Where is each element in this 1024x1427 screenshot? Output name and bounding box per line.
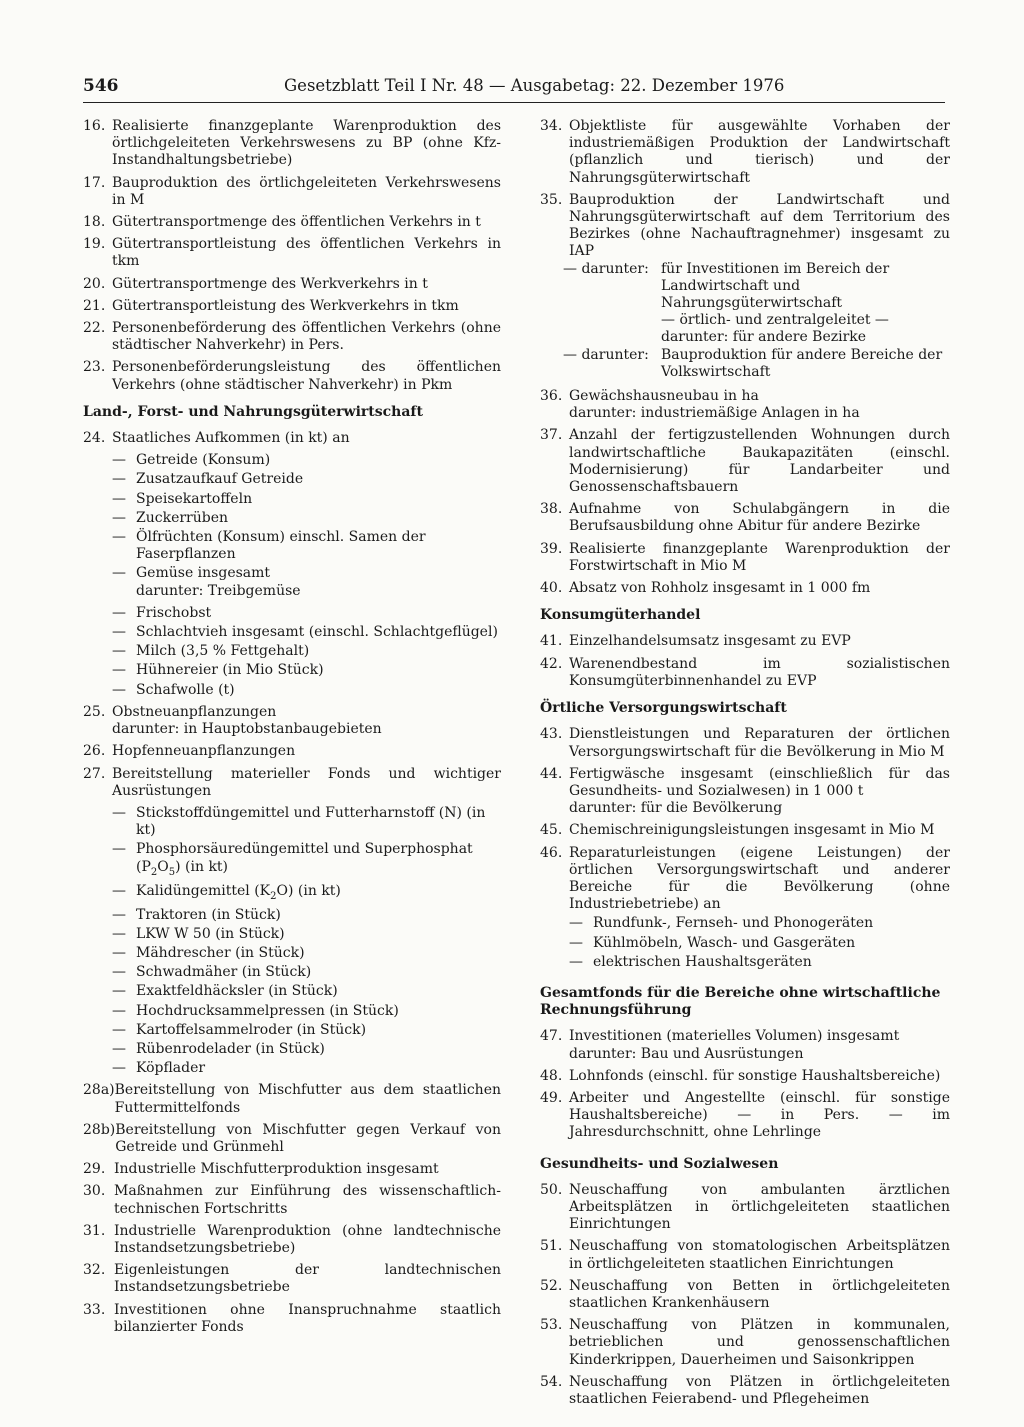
item-number: 46.: [540, 844, 563, 861]
item-text: Investitionen ohne Inanspruchnahme staatlich bilanzierter Fonds: [114, 1301, 501, 1335]
item-text: Warenendbestand im sozialistischen Konsumgüterbinnenhandel zu EVP: [569, 655, 950, 689]
darunter-line: darunter: Treibgemüse: [136, 582, 301, 599]
darunter-line: darunter: in Hauptobstanbaugebieten: [112, 721, 382, 738]
item-number: 41.: [540, 633, 563, 650]
sub-item-text: Schafwolle (t): [136, 681, 235, 698]
item-number: 52.: [540, 1277, 563, 1294]
item-number: 37.: [540, 427, 563, 444]
sub-item-text: Hochdrucksammelpressen (in Stück): [136, 1002, 399, 1019]
list-item: [83, 298, 501, 315]
text-part: O: [157, 858, 169, 875]
sub-item: [569, 935, 950, 952]
list-item: [540, 501, 950, 535]
item-text: Bereitstellung von Mischfutter aus dem staatlichen Futtermittelfonds: [114, 1082, 501, 1116]
list-item: [540, 1090, 950, 1142]
dash: —: [112, 1060, 126, 1077]
item-number: 34.: [540, 118, 563, 134]
item-text: Bauproduktion der Landwirtschaft und Nahrungsgüterwirtschaft auf dem Territorium des Bezirkes (ohne Nachauftragnehmer) insgesamt zu IAP: [569, 191, 950, 260]
list-item: [540, 1317, 950, 1369]
item-text: Personenbeförderungsleistung des öffentlichen Verkehrs (ohne städtischer Nahverkehr) in Pkm: [112, 359, 501, 393]
item-text: Neuschaffung von Plätzen in kommunalen, betrieblichen und genossenschaftlichen Kinderkrippen, Dauerheimen und Saisonkrippen: [569, 1317, 950, 1368]
item-number: 48.: [540, 1067, 563, 1084]
item-text: Neuschaffung von stomatologischen Arbeitsplätzen in örtlichgeleiteten staatlichen Einrichtungen: [569, 1238, 950, 1272]
item-number: 16.: [83, 118, 106, 134]
sub-item: [112, 945, 501, 962]
item-number: 23.: [83, 359, 106, 376]
sub-item-text: [136, 883, 501, 905]
sub-item: [112, 471, 501, 488]
list-item: [83, 1082, 501, 1116]
dash: —: [112, 983, 126, 1000]
list-item: [83, 430, 501, 447]
item-number: 20.: [83, 275, 106, 292]
sub-item: [112, 1003, 501, 1020]
sub-item-text: Ölfrüchten (Konsum) einschl. Samen der Faserpflanzen: [136, 529, 426, 563]
sub-item-text: Zusatzaufkauf Getreide: [136, 471, 304, 488]
list-item: [83, 1122, 501, 1156]
item-text: Personenbeförderung des öffentlichen Verkehrs (ohne städtischer Nahverkehr) in Pers.: [112, 320, 501, 354]
list-item: [83, 118, 501, 170]
item-number: 28a): [83, 1082, 115, 1099]
list-item: [83, 320, 501, 354]
dash: —: [112, 662, 126, 679]
item-number: 38.: [540, 501, 563, 518]
sub-item-text: Getreide (Konsum): [136, 452, 271, 469]
sub-item: [112, 926, 501, 943]
item-text: Absatz von Rohholz insgesamt in 1 000 fm: [569, 580, 871, 597]
item-number: 36.: [540, 388, 563, 405]
sub-item-text: Stickstoffdüngemittel und Futterharnstoff (N) (in kt): [136, 804, 486, 839]
sub-item-text: Schlachtvieh insgesamt (einschl. Schlachtgeflügel): [136, 624, 498, 641]
sub-item: [112, 1022, 501, 1039]
item-text: Neuschaffung von Betten in örtlichgeleiteten staatlichen Krankenhäusern: [569, 1277, 950, 1311]
item-number: 47.: [540, 1028, 563, 1045]
dash: —: [112, 964, 126, 981]
sub-item: [112, 565, 501, 582]
item-number: 29.: [83, 1161, 106, 1178]
dash: —: [112, 1040, 126, 1057]
item-text: Hopfenneuanpflanzungen: [112, 743, 296, 760]
dash: —: [112, 624, 126, 641]
sub-item-text: Kartoffelsammelroder (in Stück): [136, 1021, 367, 1038]
item-number: 43.: [540, 726, 563, 743]
subscript: 2: [150, 866, 158, 878]
dash: —: [112, 471, 126, 488]
list-item: [83, 1161, 501, 1178]
darunter-line: darunter: Bau und Ausrüstungen: [569, 1045, 804, 1062]
sub-item: [112, 643, 501, 660]
list-item: [83, 743, 501, 760]
sub-item-text: Rübenrodelader (in Stück): [136, 1040, 325, 1057]
list-item: [540, 822, 950, 839]
sub-item: [112, 907, 501, 924]
sub-item: [569, 915, 950, 932]
item-number: 49.: [540, 1089, 563, 1106]
item-number: 30.: [83, 1183, 106, 1200]
list-item: [540, 192, 950, 261]
dash: —: [112, 681, 126, 698]
list-item: [540, 1278, 950, 1312]
item-text: Dienstleistungen und Reparaturen der örtlichen Versorgungswirtschaft für die Bevölkerung in Mio M: [569, 726, 950, 760]
sub-item: [112, 1060, 501, 1077]
sub-item-text: Rundfunk-, Fernseh- und Phonogeräten: [593, 915, 874, 932]
dash: —: [569, 934, 583, 951]
list-item: [83, 1223, 501, 1257]
darunter-line: darunter: industriemäßige Anlagen in ha: [569, 405, 860, 422]
dash: —: [112, 1002, 126, 1019]
dash: —: [112, 906, 126, 923]
page-number: 546: [83, 76, 119, 96]
list-item: [540, 1182, 950, 1234]
sub-item-text: Traktoren (in Stück): [136, 906, 281, 923]
item-number: 44.: [540, 765, 563, 782]
list-item: [540, 388, 950, 405]
darunter-text: für Investitionen im Bereich der Landwirtschaft und Nahrungsgüterwirtschaft: [661, 260, 890, 312]
item-number: 39.: [540, 540, 563, 557]
sub-item-text: Speisekartoffeln: [136, 490, 253, 507]
item-text: Staatliches Aufkommen (in kt) an: [112, 430, 350, 447]
darunter-continuation: darunter: für andere Bezirke: [661, 329, 867, 346]
sub-item-text: LKW W 50 (in Stück): [136, 925, 285, 942]
item-text: Industrielle Warenproduktion (ohne landtechnische Instandsetzungsbetriebe): [114, 1222, 501, 1256]
list-item: [540, 766, 950, 800]
darunter-label: — darunter:: [563, 260, 649, 277]
item-number: 25.: [83, 703, 106, 720]
item-number: 51.: [540, 1238, 563, 1255]
dash: —: [112, 452, 126, 469]
item-text: Lohnfonds (einschl. für sonstige Haushaltsbereiche): [569, 1067, 941, 1084]
sub-item-text: Schwadmäher (in Stück): [136, 964, 312, 981]
item-number: 33.: [83, 1301, 106, 1318]
item-text: Eigenleistungen der landtechnischen Instandsetzungsbetriebe: [114, 1262, 501, 1296]
sub-item: [112, 491, 501, 508]
item-number: 54.: [540, 1373, 563, 1390]
sub-item-text: elektrischen Haushaltsgeräten: [593, 953, 812, 970]
dash: —: [569, 915, 583, 932]
item-text: Chemischreinigungsleistungen insgesamt in Mio M: [569, 822, 935, 839]
item-number: 24.: [83, 430, 106, 447]
item-text: Gütertransportleistung des öffentlichen Verkehrs in tkm: [112, 236, 501, 270]
sub-item: [112, 805, 501, 839]
list-item: [83, 704, 501, 721]
item-text: Aufnahme von Schulabgängern in die Berufsausbildung ohne Abitur für andere Bezirke: [569, 501, 950, 535]
sub-item: [112, 529, 501, 563]
section-heading: Örtliche Versorgungswirtschaft: [540, 700, 787, 717]
sub-item-text: Milch (3,5 % Fettgehalt): [136, 643, 310, 660]
sub-item: [112, 452, 501, 469]
item-text: Gewächshausneubau in ha: [569, 388, 759, 405]
sub-item: [112, 624, 501, 641]
sub-item-text: Zuckerrüben: [136, 509, 229, 526]
item-number: 28b): [83, 1121, 116, 1138]
right-column: [540, 118, 950, 1413]
dash: —: [112, 490, 126, 507]
item-text: Bauproduktion des örtlichgeleiteten Verkehrswesens in M: [112, 174, 501, 208]
sub-item-text: Frischobst: [136, 604, 212, 621]
list-item: [540, 1068, 950, 1085]
subscript: 5: [168, 866, 176, 878]
dash: —: [112, 565, 126, 582]
list-item: [83, 236, 501, 270]
sub-item: [112, 964, 501, 981]
dash: —: [112, 643, 126, 660]
sub-item: [112, 662, 501, 679]
list-item: [540, 1374, 950, 1408]
list-item: [540, 1238, 950, 1272]
darunter-line: darunter: für die Bevölkerung: [569, 800, 783, 817]
text-part: Phosphorsäuredüngemittel und Superphosphat (P: [136, 841, 473, 875]
sub-item-text: Köpflader: [136, 1060, 206, 1077]
item-number: 31.: [83, 1222, 106, 1239]
list-item: [83, 766, 501, 800]
section-heading: Land-, Forst- und Nahrungsgüterwirtschaft: [83, 403, 423, 420]
dash: —: [112, 841, 126, 858]
dash: —: [112, 925, 126, 942]
item-number: 26.: [83, 743, 106, 760]
list-item: [540, 427, 950, 496]
left-column: [83, 118, 501, 1341]
item-number: 21.: [83, 297, 106, 314]
item-text: Objektliste für ausgewählte Vorhaben der industriemäßigen Produktion der Landwirtschaft (pflanzlich und tierisch) und der Nahrungsgüterwirtschaft: [569, 118, 950, 186]
sub-item-text: [136, 841, 501, 880]
list-item: [83, 175, 501, 209]
text-part: ) (in kt): [175, 858, 229, 875]
item-text: Bereitstellung materieller Fonds und wichtiger Ausrüstungen: [112, 765, 501, 799]
sub-item: [112, 983, 501, 1000]
item-text: Realisierte finanzgeplante Warenproduktion der Forstwirtschaft in Mio M: [569, 540, 950, 574]
item-text: Neuschaffung von Plätzen in örtlichgeleiteten staatlichen Feierabend- und Pflegeheimen: [569, 1373, 950, 1407]
dash: —: [112, 509, 126, 526]
item-number: 19.: [83, 236, 106, 253]
sub-item: [112, 841, 501, 880]
item-text: Fertigwäsche insgesamt (einschließlich für das Gesundheits- und Sozialwesen) in 1 000 t: [569, 765, 950, 799]
section-heading: Gesamtfonds für die Bereiche ohne wirtschaftliche Rechnungsführung: [540, 984, 941, 1019]
text-part: O) (in kt): [276, 882, 341, 899]
list-item: [540, 541, 950, 575]
item-text: Neuschaffung von ambulanten ärztlichen Arbeitsplätzen in örtlichgeleiteten staatlichen Einrichtungen: [569, 1181, 950, 1233]
list-item: [540, 726, 950, 760]
item-text: Obstneuanpflanzungen: [112, 703, 277, 720]
item-number: 45.: [540, 822, 563, 839]
item-text: Arbeiter und Angestellte (einschl. für sonstige Haushaltsbereiche) — in Pers. — im Jahresdurchschnitt, ohne Lehrlinge: [569, 1089, 950, 1141]
item-text: Einzelhandelsumsatz insgesamt zu EVP: [569, 633, 851, 650]
item-number: 22.: [83, 320, 106, 337]
item-text: Gütertransportmenge des öffentlichen Verkehrs in t: [112, 214, 481, 231]
item-text: Anzahl der fertigzustellenden Wohnungen durch landwirtschaftliche Baukapazitäten (einschl. Modernisierung) für Landarbeiter und Genossenschaftsbauern: [569, 427, 950, 496]
item-number: 18.: [83, 214, 106, 231]
item-number: 17.: [83, 174, 106, 191]
item-text: Gütertransportleistung des Werkverkehrs in tkm: [112, 297, 459, 314]
dash: —: [112, 944, 126, 961]
item-number: 40.: [540, 580, 563, 597]
sub-item-text: Hühnereier (in Mio Stück): [136, 662, 324, 679]
running-title: Gesetzblatt Teil I Nr. 48 — Ausgabetag: 22. Dezember 1976: [284, 76, 785, 95]
dash: —: [112, 604, 126, 621]
list-item: [540, 1028, 950, 1045]
sub-item: [569, 954, 950, 971]
item-number: 27.: [83, 765, 106, 782]
sub-item-text: Kühlmöbeln, Wasch- und Gasgeräten: [593, 934, 856, 951]
section-heading: Konsumgüterhandel: [540, 607, 701, 624]
darunter-block: [563, 347, 950, 381]
list-item: [540, 118, 950, 187]
dash: —: [112, 529, 126, 546]
item-text: Reparaturleistungen (eigene Leistungen) der örtlichen Versorgungswirtschaft und anderer Bereiche für die Bevölkerung (ohne Industriebetriebe) an: [569, 844, 950, 913]
item-text: Maßnahmen zur Einführung des wissenschaftlich-technischen Fortschritts: [114, 1183, 501, 1217]
sub-item-text: Exaktfeldhäcksler (in Stück): [136, 983, 338, 1000]
item-text: Investitionen (materielles Volumen) insgesamt: [569, 1028, 900, 1045]
page-header: [83, 76, 945, 103]
item-text: Bereitstellung von Mischfutter gegen Verkauf von Getreide und Grünmehl: [115, 1121, 501, 1155]
list-item: [83, 1262, 501, 1296]
darunter-continuation: — örtlich- und zentralgeleitet —: [661, 312, 889, 329]
sub-item-text: Mähdrescher (in Stück): [136, 944, 305, 961]
text-part: Kalidüngemittel (K: [136, 882, 271, 899]
sub-item: [112, 1041, 501, 1058]
dash: —: [112, 882, 126, 899]
list-item: [83, 214, 501, 231]
dash: —: [112, 1021, 126, 1038]
darunter-label: — darunter:: [563, 346, 649, 363]
list-item: [83, 276, 501, 293]
sub-item: [112, 682, 501, 699]
list-item: [83, 359, 501, 393]
sub-item-text: Gemüse insgesamt: [136, 565, 271, 582]
sub-item: [112, 510, 501, 527]
item-text: Gütertransportmenge des Werkverkehrs in t: [112, 275, 428, 292]
darunter-block: [563, 261, 950, 313]
list-item: [83, 1183, 501, 1217]
item-text: Realisierte finanzgeplante Warenproduktion des örtlichgeleiteten Verkehrswesens zu BP (ohne Kfz-Instandhaltungsbetriebe): [112, 118, 501, 169]
list-item: [540, 580, 950, 597]
subscript: 2: [270, 890, 277, 902]
dash: —: [569, 953, 583, 970]
section-heading: Gesundheits- und Sozialwesen: [540, 1155, 779, 1172]
item-number: 53.: [540, 1317, 563, 1334]
dash: —: [112, 804, 126, 821]
list-item: [540, 633, 950, 650]
darunter-text: Bauproduktion für andere Bereiche der Volkswirtschaft: [661, 346, 943, 380]
list-item: [83, 1302, 501, 1336]
item-text: Industrielle Mischfutterproduktion insgesamt: [114, 1161, 439, 1178]
item-number: 35.: [540, 191, 563, 208]
sub-item: [112, 605, 501, 622]
list-item: [540, 656, 950, 690]
list-item: [540, 845, 950, 914]
item-number: 50.: [540, 1181, 563, 1198]
item-number: 32.: [83, 1262, 106, 1279]
sub-item: [112, 883, 501, 905]
item-number: 42.: [540, 655, 563, 672]
